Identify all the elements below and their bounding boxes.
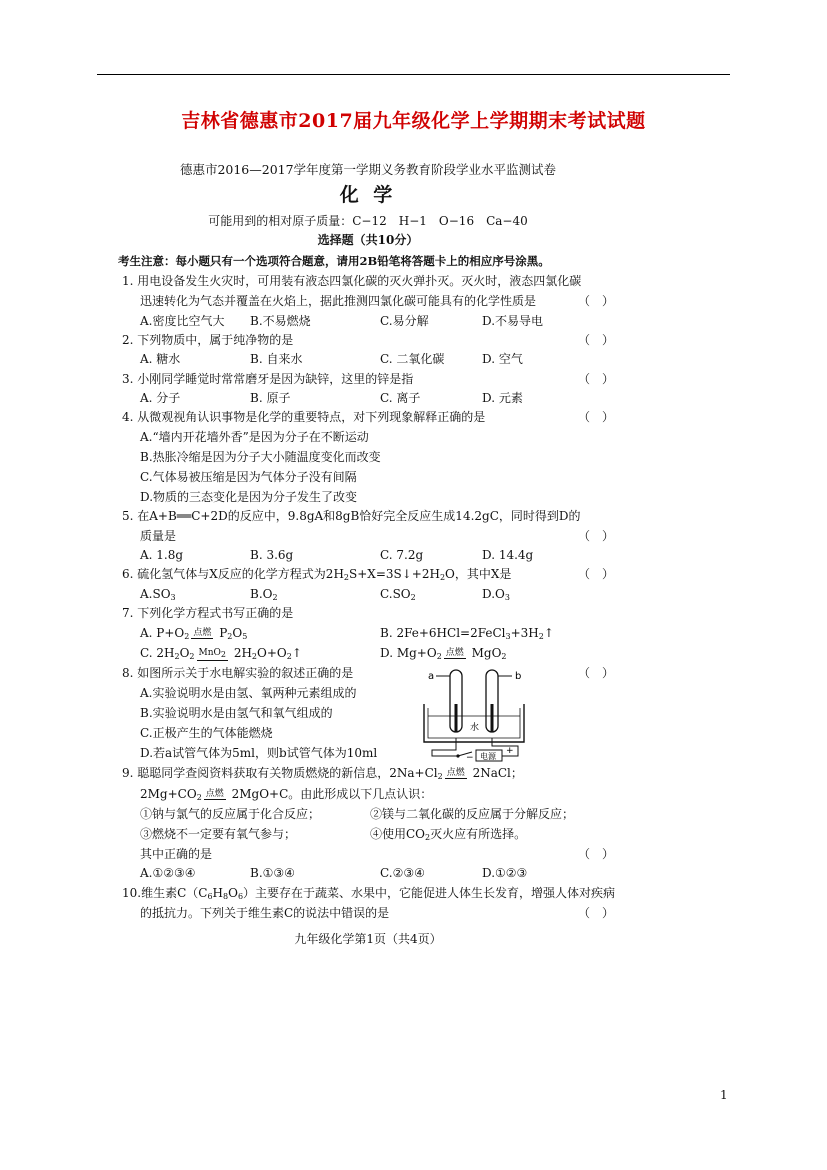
label-plus: + [506, 746, 514, 756]
q9-option-b: B.①③④ [250, 866, 295, 880]
q1-option-c: C.易分解 [380, 314, 429, 328]
q1-option-a: A.密度比空气大 [140, 314, 225, 328]
exam-header: 德惠市2016—2017学年度第一学期义务教育阶段学业水平监测试卷 [179, 162, 557, 177]
q1-line1: 1. 用电设备发生火灾时，可用装有液态四氯化碳的灭火弹扑灭。灭火时，液态四氯化碳 [122, 274, 582, 288]
q6-option-d: $D.O_3$ [482, 587, 510, 602]
answer-paren: （ ） [578, 333, 615, 347]
q2-option-a: A. 糖水 [140, 352, 181, 366]
q1-option-b: B.不易燃烧 [250, 314, 311, 328]
q7-option-b: B. $2Fe+6HCl=2FeCl_3+3H_2↑$ [380, 626, 554, 641]
q3-option-b: B. 原子 [250, 391, 291, 405]
q1-option-d: D.不易导电 [482, 314, 544, 328]
label-power: 电源 [480, 752, 496, 761]
q9-line2: $2Mg+CO_2$ 点燃 2MgO+C。由此形成以下几点认识： [140, 787, 433, 802]
q8-option-a: A.实验说明水是由氢、氧两种元素组成的 [140, 686, 357, 700]
q7-option-d: D. $Mg+O_2$ 点燃 MgO$_2$ [380, 646, 507, 661]
answer-paren: （ ） [578, 294, 615, 308]
scan-footer: 九年级化学第1页（共4页） [294, 932, 442, 946]
q9-line1: 9. 聪聪同学查阅资料获取有关物质燃烧的新信息，$2Na+Cl_2$ 点燃 2NaCl； [122, 766, 523, 781]
q9-statement-1: ①钠与氯气的反应属于化合反应； [140, 807, 321, 821]
q9-option-a: A.①②③④ [140, 866, 196, 880]
q8-stem: 8. 如图所示关于水电解实验的叙述正确的是 [122, 666, 354, 680]
q10-line1: 10.维生素$C(C_6H_8O_6)$主要存在于蔬菜、水果中，它能促进人体生长发育，增强人体对疾病 [122, 886, 616, 901]
q9-statement-4: ④使用$CO_2$灭火应有所选择。 [370, 827, 527, 842]
q3-option-c: C. 离子 [380, 391, 421, 405]
answer-paren: （ ） [578, 529, 615, 543]
q4-option-d: D.物质的三态变化是因为分子发生了改变 [140, 490, 358, 504]
answer-paren: （ ） [578, 666, 615, 680]
q9-option-d: D.①②③ [482, 866, 528, 880]
q9-statement-2: ②镁与二氧化碳的反应属于分解反应； [370, 807, 575, 821]
q3-option-d: D. 元素 [482, 391, 523, 405]
q7-stem: 7. 下列化学方程式书写正确的是 [122, 606, 294, 620]
q10-line2: 的抵抗力。下列关于维生素C的说法中错误的是 [140, 906, 390, 920]
q4-stem: 4. 从微观视角认识事物是化学的重要特点，对下列现象解释正确的是 [122, 410, 486, 424]
q2-stem: 2. 下列物质中，属于纯净物的是 [122, 333, 294, 347]
q8-option-b: B.实验说明水是由氢气和氧气组成的 [140, 706, 333, 720]
q9-ask: 其中正确的是 [140, 847, 213, 861]
answer-paren: （ ） [578, 847, 615, 861]
answer-paren: （ ） [578, 567, 615, 581]
q5-option-c: C. 7.2g [380, 548, 424, 562]
q5-option-d: D. 14.4g [482, 548, 534, 562]
q5-line1: 5. 在A+B══C+2D的反应中，9.8gA和8gB恰好完全反应生成14.2gC，同时得到D的 [122, 509, 581, 523]
q2-option-d: D. 空气 [482, 352, 523, 366]
q4-option-a: A.“墙内开花墙外香”是因为分子在不断运动 [140, 430, 369, 444]
q6-option-c: $C.SO_2$ [380, 587, 416, 602]
q9-option-c: C.②③④ [380, 866, 425, 880]
document-title: 吉林省德惠市2017届九年级化学上学期期末考试试题 [181, 110, 646, 132]
q4-option-c: C.气体易被压缩是因为气体分子没有间隔 [140, 470, 357, 484]
q6-stem: 6. 硫化氢气体与X反应的化学方程式为$2H_2S+X=3S↓+2H_2O$，其中X是 [122, 567, 512, 582]
notice: 考生注意：每小题只有一个选项符合题意，请用2B铅笔将答题卡上的相应序号涂黑。 [118, 254, 550, 268]
wire-left [432, 738, 458, 756]
q6-option-b: $B.O_2$ [250, 587, 278, 602]
electrolysis-diagram [418, 664, 536, 764]
top-rule [97, 74, 730, 75]
q3-stem: 3. 小刚同学睡觉时常常磨牙是因为缺锌，这里的锌是指 [122, 372, 414, 386]
answer-paren: （ ） [578, 410, 615, 424]
scanned-exam-page [118, 156, 618, 956]
q6-option-a: $A.SO_3$ [140, 587, 176, 602]
section-title: 选择题（共10分） [317, 233, 419, 247]
q5-line2: 质量是 [140, 529, 177, 543]
label-a: a [428, 671, 435, 682]
answer-paren: （ ） [578, 372, 615, 386]
q7-option-a: A. $P+O_2$ 点燃 $P_2O_5$ [140, 626, 248, 641]
atomic-masses: 可能用到的相对原子质量：C−12 H−1 O−16 Ca−40 [208, 214, 528, 228]
q8-option-d: D.若a试管气体为5ml，则b试管气体为10ml [140, 746, 378, 760]
q5-option-a: A. 1.8g [140, 548, 184, 562]
label-b: b [515, 671, 522, 682]
q5-option-b: B. 3.6g [250, 548, 294, 562]
subject-title: 化 学 [339, 184, 397, 206]
label-minus: − [466, 753, 474, 763]
q3-option-a: A. 分子 [140, 391, 181, 405]
q7-option-c: C. $2H_2O_2$ MnO$_2$ $2H_2O+O_2↑$ [140, 646, 302, 661]
q9-statement-3: ③燃烧不一定要有氧气参与； [140, 827, 297, 841]
q4-option-b: B.热胀冷缩是因为分子大小随温度变化而改变 [140, 450, 381, 464]
q1-line2: 迅速转化为气态并覆盖在火焰上，据此推测四氯化碳可能具有的化学性质是 [140, 294, 537, 308]
label-water: 水 [470, 723, 480, 733]
page-number: 1 [720, 1088, 728, 1102]
q8-option-c: C.正极产生的气体能燃烧 [140, 726, 273, 740]
q2-option-c: C. 二氧化碳 [380, 352, 445, 366]
answer-paren: （ ） [578, 906, 615, 920]
q2-option-b: B. 自来水 [250, 352, 303, 366]
